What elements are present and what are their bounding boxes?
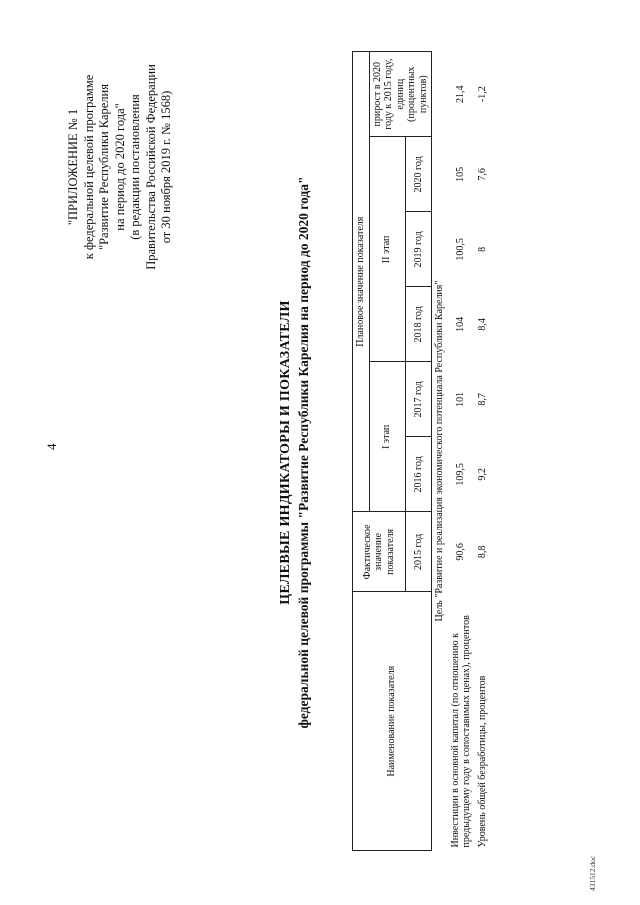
appendix-line: Правительства Российской Федерации <box>143 64 158 270</box>
header-year: 2015 год <box>405 512 431 592</box>
value-cell: 101 <box>455 391 467 407</box>
page-number: 4 <box>44 443 59 450</box>
value-cell: 109,5 <box>455 463 467 486</box>
growth-cell: -1,2 <box>476 86 488 103</box>
header-stage-2: II этап <box>369 137 405 362</box>
growth-cell: 21,4 <box>455 85 467 103</box>
document-title: ЦЕЛЕВЫЕ ИНДИКАТОРЫ И ПОКАЗАТЕЛИ <box>278 300 293 605</box>
header-stage-1: I этап <box>369 362 405 512</box>
table-row <box>448 52 475 851</box>
value-cell: 8,8 <box>476 545 488 559</box>
value-cell: 8 <box>476 246 488 252</box>
value-cell: 8,7 <box>476 393 488 406</box>
appendix-line: от 30 ноября 2019 г. № 1568) <box>159 90 173 244</box>
header-planned-value: Плановое значение показателя <box>353 52 370 512</box>
document-code: 431512.doc <box>588 855 597 891</box>
header-name: Наименование показателя <box>353 592 432 851</box>
appendix-line: "Развитие Республики Карелия <box>97 84 111 250</box>
value-cell: 90,6 <box>455 543 467 561</box>
header-year: 2019 год <box>405 212 431 287</box>
value-cell: 8,4 <box>476 318 488 331</box>
value-cell: 105 <box>455 166 467 182</box>
value-cell: 104 <box>455 316 467 332</box>
indicator-name: Уровень общей безработицы, процентов <box>476 675 488 848</box>
header-year: 2017 год <box>405 362 431 437</box>
goal-row <box>432 52 448 851</box>
header-growth: прирост в 2020 году к 2015 году, единиц (процентных пунктов) <box>369 52 432 137</box>
header-year: 2016 год <box>405 437 431 512</box>
indicators-table <box>352 51 490 851</box>
header-year: 2018 год <box>405 287 431 362</box>
appendix-line: (в редакции постановления <box>128 94 142 240</box>
appendix-line: на период до 2020 года" <box>112 103 127 231</box>
appendix-line: к федеральной целевой программе <box>81 74 96 260</box>
goal-text: Цель "Развитие и реализация экономического потенциала Республики Карелия" <box>434 280 445 622</box>
appendix-line: "ПРИЛОЖЕНИЕ № 1 <box>66 108 80 226</box>
value-cell: 9,2 <box>476 468 488 481</box>
indicator-name: Инвестиции в основной капитал (по отношению к предыдущему году в сопоставимых ценах), процентов <box>449 615 472 848</box>
document-subtitle: федеральной целевой программы "Развитие Республики Карелия на период до 2020 года" <box>296 176 311 729</box>
table-header <box>353 52 432 851</box>
value-cell: 100,5 <box>455 238 467 261</box>
table-row <box>475 52 491 851</box>
header-year: 2020 год <box>405 137 431 212</box>
header-actual-value: Фактическое значение показателя <box>353 512 406 592</box>
appendix-header <box>66 17 175 317</box>
value-cell: 7,6 <box>476 168 488 181</box>
